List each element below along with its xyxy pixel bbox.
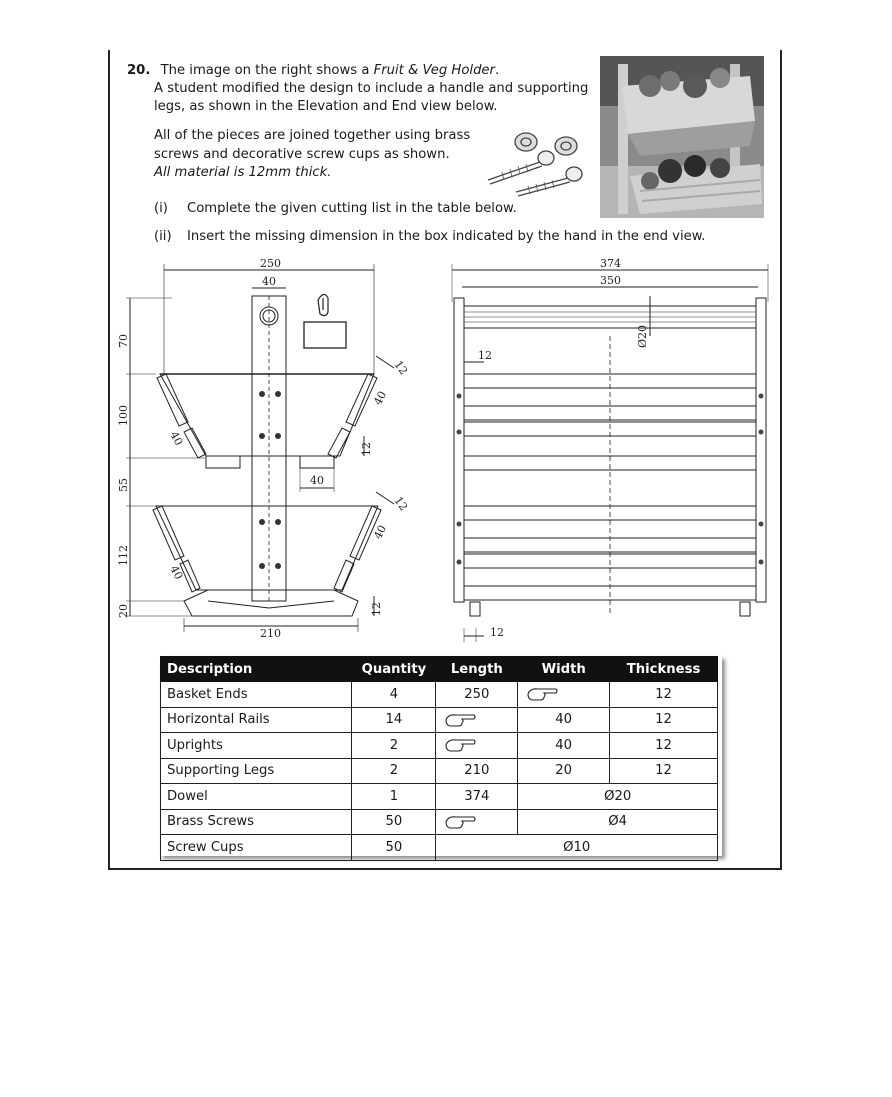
task-i-marker: (i) <box>154 201 168 216</box>
header-thickness: Thickness <box>610 657 718 682</box>
pointing-hand-icon <box>444 711 478 729</box>
intro-period: . <box>494 63 500 78</box>
join-line-1: All of the pieces are joined together using brass <box>154 128 471 143</box>
material-note: All material is 12mm thick. <box>154 165 332 180</box>
task-ii-text: Insert the missing dimension in the box indicated by the hand in the end view. <box>187 229 706 244</box>
row-width: 20 <box>518 758 610 784</box>
header-width: Width <box>518 657 610 682</box>
dim-handle-width: 40 <box>262 275 276 288</box>
dim-upright-b: 12 <box>490 626 504 639</box>
dim-mid-width: 40 <box>310 474 324 487</box>
pointing-hand-icon <box>444 736 478 754</box>
dim-overall: 374 <box>600 257 621 270</box>
row-thickness: 12 <box>610 733 718 759</box>
row-desc: Dowel <box>161 784 352 810</box>
row-length-blank[interactable] <box>436 707 518 733</box>
intro-text: The image on the right shows a <box>160 63 374 78</box>
question-intro <box>127 62 499 81</box>
pointing-hand-icon <box>318 294 328 315</box>
table-row <box>161 682 718 708</box>
row-desc: Uprights <box>161 733 352 759</box>
dim-slat-thick-b: 12 <box>370 602 383 616</box>
table-row <box>161 809 718 835</box>
row-desc: Brass Screws <box>161 809 352 835</box>
task-ii-marker: (ii) <box>154 229 172 244</box>
pointing-hand-icon <box>526 685 560 703</box>
row-thickness: 12 <box>610 682 718 708</box>
intro-line-3: legs, as shown in the Elevation and End view below. <box>154 99 498 114</box>
task-i-text: Complete the given cutting list in the table below. <box>187 201 517 216</box>
row-qty: 2 <box>352 758 436 784</box>
question-number: 20. <box>127 63 151 78</box>
dim-top-width: 250 <box>260 257 281 270</box>
table-row <box>161 733 718 759</box>
table-row <box>161 784 718 810</box>
row-length-blank[interactable] <box>436 733 518 759</box>
row-qty: 1 <box>352 784 436 810</box>
row-qty: 50 <box>352 835 436 861</box>
elevation-drawing <box>112 256 411 646</box>
intro-line-2: A student modified the design to include a handle and supporting <box>154 81 589 96</box>
dim-v-1: 70 <box>117 334 130 348</box>
table-row <box>161 707 718 733</box>
end-view-drawing <box>440 256 780 646</box>
dim-inner: 350 <box>600 274 621 287</box>
dim-v-3: 55 <box>117 478 130 492</box>
row-length: 210 <box>436 758 518 784</box>
row-thickness: 12 <box>610 707 718 733</box>
row-qty: 4 <box>352 682 436 708</box>
dim-base-width: 210 <box>260 627 281 640</box>
dim-end-slat-c: 40 <box>167 563 186 582</box>
row-desc: Horizontal Rails <box>161 707 352 733</box>
row-length-blank[interactable] <box>436 809 518 835</box>
row-length: 250 <box>436 682 518 708</box>
row-width: 40 <box>518 733 610 759</box>
row-desc: Supporting Legs <box>161 758 352 784</box>
row-diameter: Ø20 <box>518 784 718 810</box>
dim-slat-thick-d: 12 <box>391 494 411 514</box>
header-description: Description <box>161 657 352 682</box>
row-diameter: Ø4 <box>518 809 718 835</box>
table-row <box>161 758 718 784</box>
row-qty: 2 <box>352 733 436 759</box>
header-quantity: Quantity <box>352 657 436 682</box>
row-thickness: 12 <box>610 758 718 784</box>
row-width: 40 <box>518 707 610 733</box>
dim-end-slat-a: 40 <box>167 429 186 448</box>
dim-slat-thick-c: 12 <box>391 358 411 378</box>
row-length: 374 <box>436 784 518 810</box>
row-width-blank[interactable] <box>518 682 610 708</box>
dim-v-2: 100 <box>117 405 130 426</box>
dim-end-slat-b: 40 <box>371 388 390 408</box>
fruit-veg-holder-photo <box>600 56 764 218</box>
row-qty: 14 <box>352 707 436 733</box>
header-length: Length <box>436 657 518 682</box>
dim-end-slat-d: 40 <box>371 522 390 542</box>
brass-screw-cups-icon <box>482 128 592 198</box>
product-name: Fruit & Veg Holder <box>373 63 495 78</box>
dim-dowel: Ø20 <box>636 324 649 348</box>
row-desc: Basket Ends <box>161 682 352 708</box>
dim-v-5: 20 <box>117 604 130 618</box>
dim-v-4: 112 <box>117 545 130 566</box>
row-diameter: Ø10 <box>436 835 718 861</box>
row-qty: 50 <box>352 809 436 835</box>
pointing-hand-icon <box>444 813 478 831</box>
row-desc: Screw Cups <box>161 835 352 861</box>
dim-upright-a: 12 <box>478 349 492 362</box>
dim-slat-thick-a: 12 <box>360 442 373 456</box>
table-row <box>161 835 718 861</box>
join-line-2: screws and decorative screw cups as shown. <box>154 147 450 162</box>
cutting-list <box>160 656 722 856</box>
screw-holes <box>259 391 281 569</box>
